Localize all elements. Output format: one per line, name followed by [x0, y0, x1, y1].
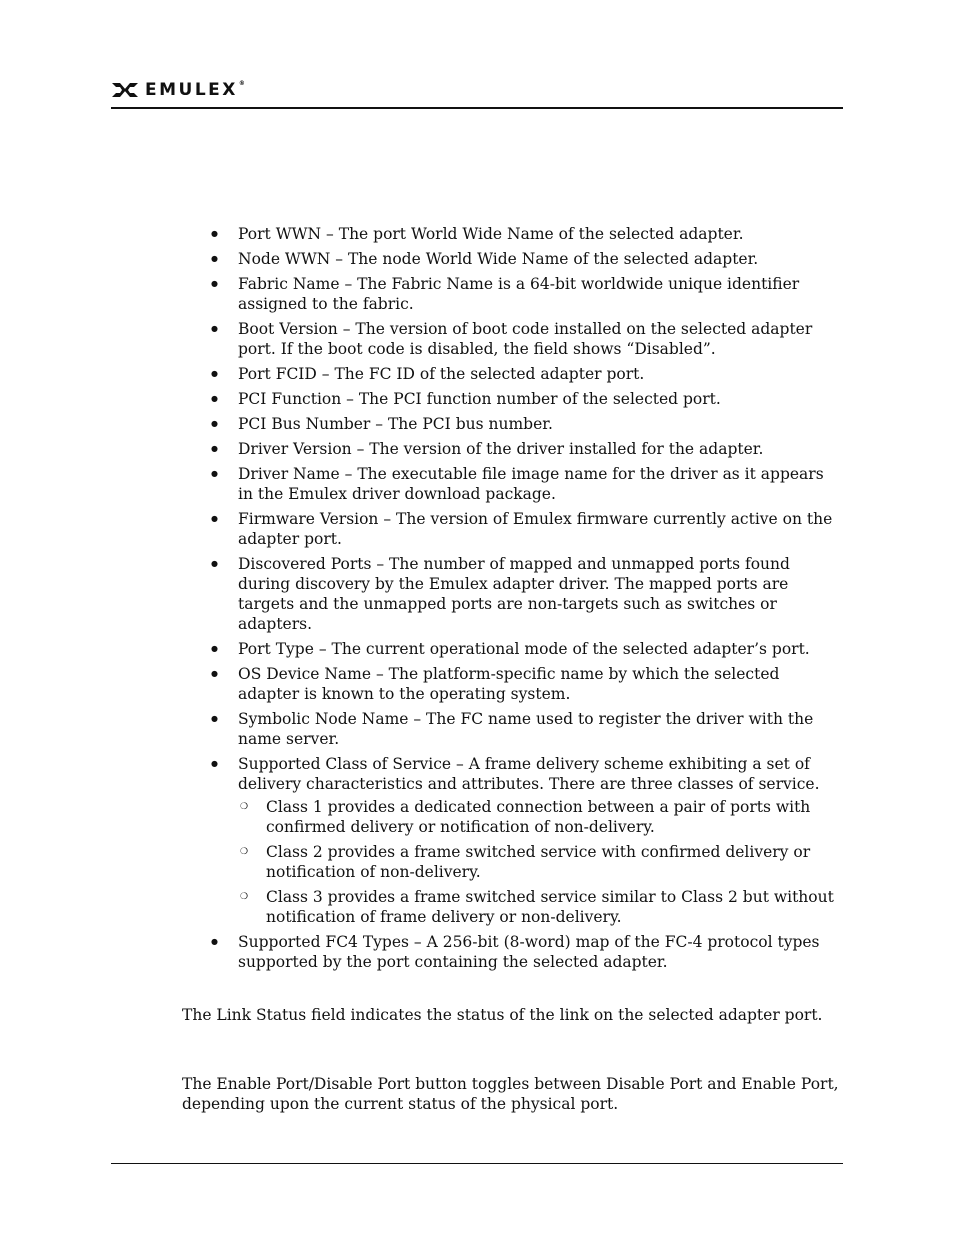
list-item-text: Port FCID – The FC ID of the selected adapter port. [238, 365, 645, 383]
list-item [238, 414, 843, 434]
list-item [238, 464, 843, 504]
list-item-text: Node WWN – The node World Wide Name of the selected adapter. [238, 250, 759, 268]
link-status-paragraph: The Link Status field indicates the status of the link on the selected adapter port. [182, 1006, 823, 1024]
list-item-text: Supported Class of Service – A frame delivery scheme exhibiting a set of delivery characteristics and attributes. There are three classes of service. [238, 755, 820, 793]
list-item-text: Port WWN – The port World Wide Name of the selected adapter. [238, 225, 744, 243]
sub-list-item: ❍ Class 1 provides a dedicated connection between a pair of ports with confirmed delivery or notification of non-delivery. [266, 797, 843, 837]
list-item [238, 554, 843, 634]
list-item [238, 389, 843, 409]
sub-list [238, 797, 843, 927]
list-item [238, 509, 843, 549]
list-item-text: PCI Function – The PCI function number of the selected port. [238, 390, 721, 408]
list-item-text: Boot Version – The version of boot code installed on the selected adapter port. If the boot code is disabled, the field shows “Disabled”. [238, 320, 813, 358]
list-item [238, 274, 843, 314]
list-item-text: Driver Name – The executable file image name for the driver as it appears in the Emulex driver download package. [238, 465, 824, 503]
enable-port-paragraph: The Enable Port/Disable Port button toggles between Disable Port and Enable Port, depending upon the current status of the physical port. [182, 1075, 839, 1113]
list-item [238, 754, 843, 927]
sub-list-item: ❍ Class 2 provides a frame switched service with confirmed delivery or notification of non-delivery. [266, 842, 843, 882]
header-rule [111, 107, 843, 109]
field-description-list [0, 224, 954, 972]
list-item [238, 319, 843, 359]
list-item [238, 664, 843, 704]
list-item-text: Supported FC4 Types – A 256-bit (8-word) map of the FC-4 protocol types supported by the port containing the selected adapter. [238, 933, 820, 971]
emulex-logo-icon [111, 81, 139, 99]
list-item-text: Port Type – The current operational mode of the selected adapter’s port. [238, 640, 810, 658]
emulex-logo [111, 80, 247, 100]
list-item [238, 639, 843, 659]
list-item [238, 224, 843, 244]
list-item-text: OS Device Name – The platform-specific name by which the selected adapter is known to the operating system. [238, 665, 780, 703]
sub-list-item: ❍ Class 3 provides a frame switched service similar to Class 2 but without notification of frame delivery or non-delivery. [266, 887, 843, 927]
list-item [238, 932, 843, 972]
list-item [238, 439, 843, 459]
list-item-text: Firmware Version – The version of Emulex firmware currently active on the adapter port. [238, 510, 833, 548]
footer-rule [111, 1163, 843, 1164]
list-item [238, 709, 843, 749]
list-item-text: Discovered Ports – The number of mapped and unmapped ports found during discovery by the Emulex adapter driver. The mapped ports are targets and the unmapped ports are non-targets such as switches or adapters. [238, 555, 790, 633]
list-item-text: PCI Bus Number – The PCI bus number. [238, 415, 553, 433]
page-body [0, 224, 954, 977]
list-item [238, 364, 843, 384]
logo-wordmark: EMULEX® [145, 80, 248, 100]
list-item-text: Fabric Name – The Fabric Name is a 64-bit worldwide unique identifier assigned to the fabric. [238, 275, 800, 313]
list-item [238, 249, 843, 269]
list-item-text: Driver Version – The version of the driver installed for the adapter. [238, 440, 764, 458]
list-item-text: Symbolic Node Name – The FC name used to register the driver with the name server. [238, 710, 814, 748]
